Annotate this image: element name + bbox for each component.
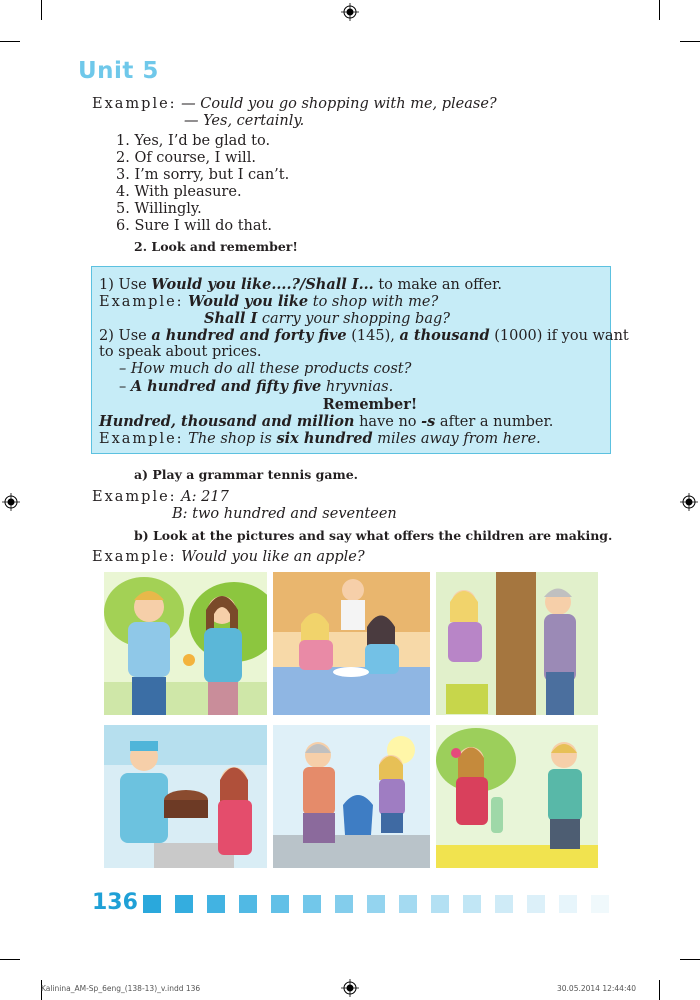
crop-mark (0, 959, 20, 960)
exercise2-heading: 2. Look and remember! (134, 239, 298, 254)
illustration-cafe (273, 572, 430, 715)
rule-1-example-1: Example: Would you like to shop with me? (99, 293, 439, 310)
registration-mark-icon (2, 493, 20, 511)
decorative-square (591, 895, 609, 913)
crop-mark (41, 0, 42, 20)
rule-2-line-2: to speak about prices. (99, 344, 262, 360)
illustration-cake-shop (104, 725, 267, 868)
illustration-water-bottle (436, 725, 598, 868)
task-a-example-b: B: two hundred and seventeen (172, 506, 397, 522)
decorative-square (399, 895, 417, 913)
price-question: – How much do all these products cost? (119, 361, 412, 377)
illustration-door (436, 572, 598, 715)
answer-item: 2. Of course, I will. (116, 150, 256, 166)
decorative-square (495, 895, 513, 913)
crop-mark (680, 41, 700, 42)
example-question: — Could you go shopping with me, please? (181, 96, 497, 112)
illustration-shopping-bag (273, 725, 430, 868)
decorative-square (143, 895, 161, 913)
rule-1: 1) Use Would you like....?/Shall I... to make an offer. (99, 276, 503, 293)
decorative-square (527, 895, 545, 913)
rule-2: 2) Use a hundred and forty five (145), a thousand (1000) if you want (99, 327, 629, 344)
decorative-square (559, 895, 577, 913)
unit-title: Unit 5 (78, 58, 159, 84)
decorative-square (207, 895, 225, 913)
decorative-square (431, 895, 449, 913)
page-number: 136 (92, 890, 138, 915)
price-answer: – A hundred and fifty five hryvnias. (119, 378, 394, 395)
remember-note: Hundred, thousand and million have no -s after a number. (99, 413, 554, 430)
answer-item: 1. Yes, I’d be glad to. (116, 133, 271, 149)
crop-mark (659, 980, 660, 1000)
answer-item: 3. I’m sorry, but I can’t. (116, 167, 290, 183)
footer-timestamp: 30.05.2014 12:44:40 (557, 984, 637, 993)
answer-item: 5. Willingly. (116, 201, 202, 217)
registration-mark-icon (341, 979, 359, 997)
crop-mark (0, 41, 20, 42)
task-b-heading: b) Look at the pictures and say what offers the children are making. (134, 528, 613, 543)
decorative-square (335, 895, 353, 913)
remember-example: Example: The shop is six hundred miles away from here. (99, 430, 541, 447)
decorative-square (463, 895, 481, 913)
illustration-apple-offer (104, 572, 267, 715)
example-dialog (92, 96, 497, 113)
task-a-example: Example: A: 217 (92, 489, 229, 505)
crop-mark (659, 0, 660, 20)
example-label: Example: (92, 96, 177, 112)
remember-heading: Remember! (322, 396, 418, 413)
decorative-square (271, 895, 289, 913)
registration-mark-icon (680, 493, 698, 511)
decorative-square (367, 895, 385, 913)
answer-item: 4. With pleasure. (116, 184, 242, 200)
example-answer: — Yes, certainly. (184, 113, 305, 129)
crop-mark (680, 959, 700, 960)
rule-1-example-2: Shall I carry your shopping bag? (204, 310, 451, 327)
decorative-square (175, 895, 193, 913)
answer-item: 6. Sure I will do that. (116, 218, 272, 234)
decorative-square (303, 895, 321, 913)
task-a-heading: a) Play a grammar tennis game. (134, 467, 359, 482)
footer-filename: Kalinina_AM-Sp_6eng_(138-13)_v.indd 136 (41, 984, 201, 993)
decorative-square (239, 895, 257, 913)
task-b-example: Example: Would you like an apple? (92, 549, 365, 565)
registration-mark-icon (341, 3, 359, 21)
